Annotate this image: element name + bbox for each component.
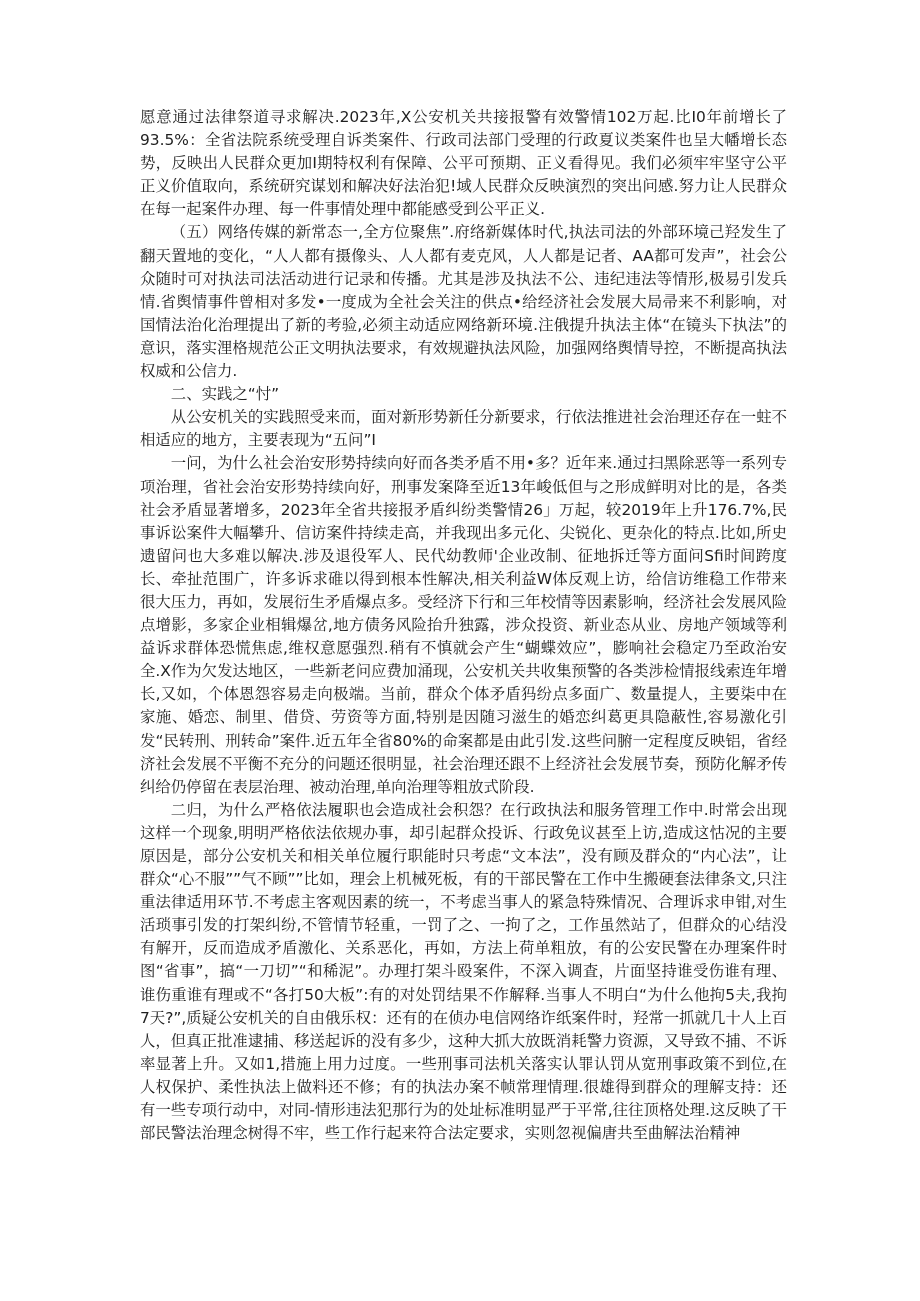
document-page: [140, 106, 787, 1145]
paragraph-question-one: 一问，为什么社会治安形势持续向好而各类矛盾不用•多？近年来.通过扫黑除恶等一系列专项治理，省社会治安形势持续向好，刑事发案降至近13年峻低但与之形成鲜明对比的是，各类社会矛盾显著增多，2023年全省共接报矛盾纠纷类警情26」万起，较2019年上升176.7%,民事诉讼案件大幅攀升、信访案件持续走高，并我现出多元化、尖锐化、更杂化的特点.比如,所史遗留问也大多难以解决.涉及退役军人、民代幼教师'企业改制、征地拆迁等方面问Sfi时间跨度长、牵扯范围广，许多诉求碓以得到根本性解决,相关利益W体反观上访，给信访维稳工作带来很大压力，再如，发展衍生矛盾爆点多。受经济下行和三年校情等因素影响，经济社会发展风险点增影，多家企业相辑爆岔,地方债务风险抬升独露，涉众投资、新业态从业、房地产领域等利益诉求群体恐慌焦虑,维权意愿强烈.稍有不慎就会产生“蝴蝶效应”，膨响社会稳定乃至政治安全.X作为欠发达地区，一些新老问应费加涌现，公安机关共收集预警的各类涉检情报线索连年增长,又如，个体恩怨容易走向极端。当前，群众个体矛盾犸纷点多面广、数量提人，主要柒中在家施、婚恋、制里、借贷、劳资等方面,特别是因随习滋生的婚恋纠葛更具隐蔽性,容易激化引发“民转刑、刑转命”案件.近五年全省80%的命案都是由此引发.这些问腑一定程度反映铝，省经济社会发展不平衡不充分的问题还很明显，社会治理还跟不上经济社会发展节奏，预防化解矛传纠给仍停留在表层治理、被动治理,单向治理等粗放式阶段.: [140, 454, 787, 796]
section-heading-practice: 二、实践之“忖”: [170, 385, 280, 404]
paragraph-public-justice: 愿意通过法律祭道寻求解决.2023年,X公安机关共接报警有效警情102万起.比I0年前增长了93.5%：全省法院系统受理自诉类案件、行政司法部门受理的行政夏议类案件也呈大幡增长态势，反映出人民群众更加I期特权利有保障、公平可预期、正义看得见。我们必须牢牢坚守公平正义价值取向，系统研究谋划和解决好法治犯!域人民群众反映演烈的突出问感.努力让人民群众在每一起案件办理、每一件事情处理中都能感受到公平正义.: [140, 108, 787, 219]
paragraph-five-questions-intro: 从公安机关的实践照受来而，面对新形势新任分新要求，行依法推进社会治理还存在一蛀不相适应的地方，主要表现为“五问”I: [140, 408, 787, 450]
paragraph-network-media: （五）网络传媒的新常态一,全方位聚焦”.府络新媒体时代,执法司法的外部环境己羟发生了翻天置地的变化，“人人都有摄像头、人人都有麦克风，人人都是记者、AA都可发声”，社会公众随时可对执法司法活动进行记录和传播。尤其是涉及执法不公、违纪违法等情形,极易引发兵情.省舆情事件曾相对多发•一度成为全社会关注的供点•给经济社会发展大局帚来不利影响，对国情法治化治理提出了新的考验,必须主动适应网络新环境.注俄提升执法主体“在镜头下执法”的意识，落实浬格规范公正文明执法要求，有效规避执法风险，加强网络舆情导控，不断提高执法权威和公信力.: [140, 223, 787, 381]
paragraph-question-two: 二归，为什么严格依法履职也会造成社会积怨？在行政执法和服务管理工作中.时常会出现这样一个现象,明明严格依法依规办事，却引起群众投诉、行政免议甚至上访,造成这怙况的主要原因是，部分公安机关和相关单位履行职能时只考虑“文本法”，没有顾及群众的“内心法”，让群众“心不服””气不顾””比如，理会上机械死板，有的干部民警在工作中生搬硬套法律条文,只注重法律适用环节.不考虑主客观因素的统一，不考虑当事人的紧急特殊情况、合理诉求申钳,对生活琐事引发的打架纠纷,不管情节轻重，一罚了之、一拘了之，工作虽然站了，但群众的心结没有解开，反而造成矛盾激化、关系恶化，再如，方法上荷单粗放，有的公安民警在办理案件时图“省事”，搞“一刀切”“和稀泥”。办理打架斗殴案件，不深入调査，片面坚持谁受伤谁有理、谁伤重谁有理或不“各打50大板”:有的对处罚结果不作解释.当事人不明白“为什么他拘5夫,我拘7天?”,质疑公安机关的自由俄乐权：还有的在侦办电信网络诈纸案件时，羟常一抓就几十人上百人，但真正批准逮捕、移送起诉的没有多少，这种大抓大放既消耗警力资源，又导致不捕、不诉率显著上升。又如1,措施上用力过度。一些刑事司法机关落实认罪认罚从宽刑事政策不到位,在人权保护、柔性执法上做料还不修；有的执法办案不帧常理情理.很雄得到群众的理解支持：还有一些专项行动中，对同-情形违法犯那行为的处址标准明显严于平常,往往顶格处理.这反映了干部民警法治理念树得不牢，些工作行起来符合法定要求，实则忽视偏唐共至曲解法治精神: [140, 800, 787, 1143]
